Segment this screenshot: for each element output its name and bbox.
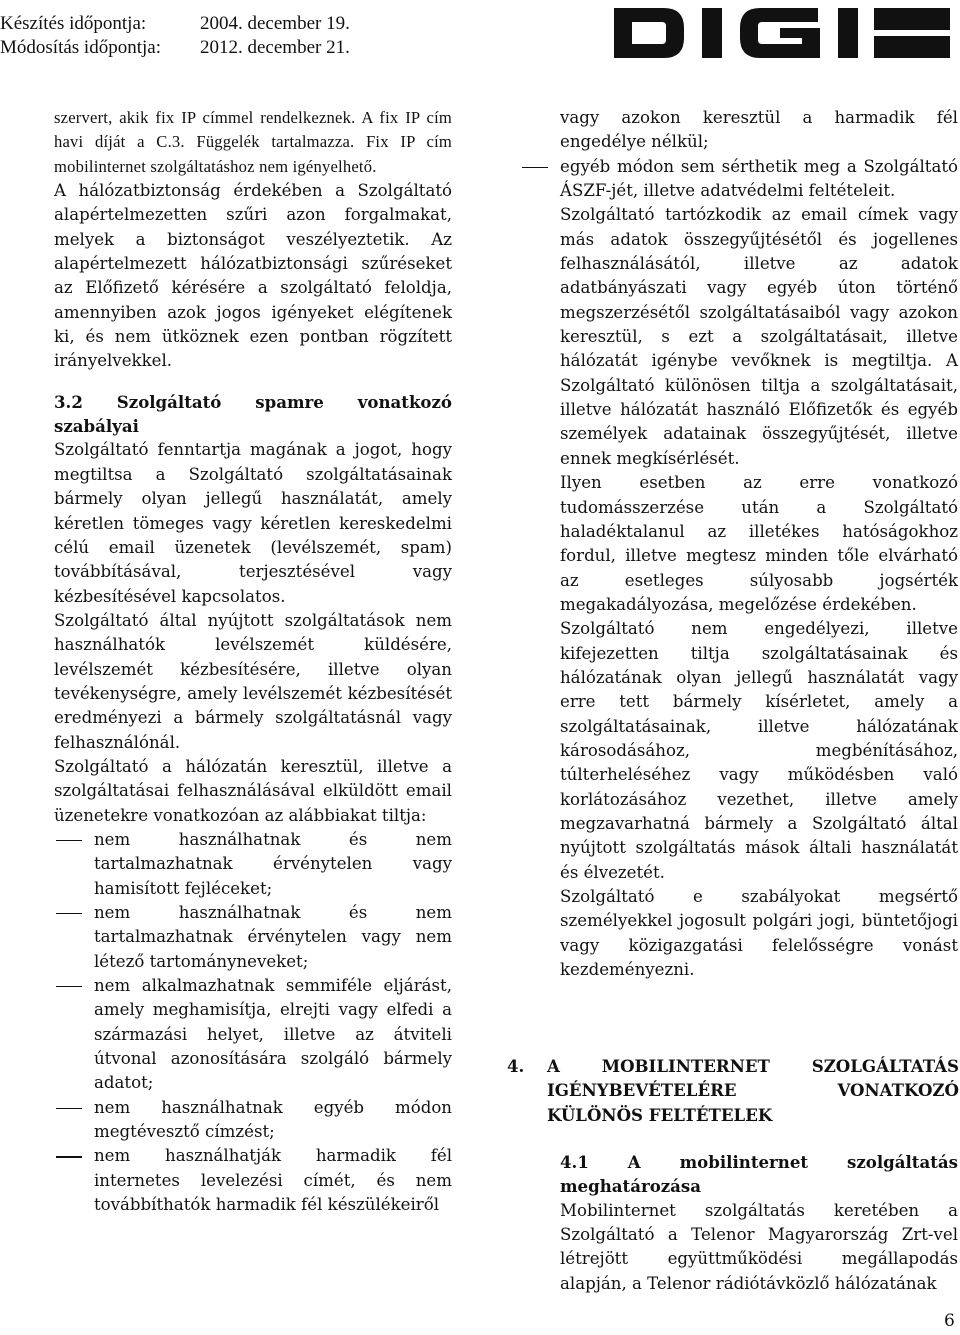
left-paragraph-1: szervert, akik fix IP címmel rendelkeznek. A fix IP cím havi díját a C.3. Függelék tartalmazza. Fix IP cím mobilinternet szolgáltatáshoz nem igényelhető. — [54, 108, 452, 176]
list-item — [54, 974, 452, 1096]
list-item-text: nem használhatnak egyéb módon megtévesztő címzést; — [94, 1097, 452, 1142]
list-item-text: nem használhatják harmadik fél internetes levelezési címét, és nem továbbíthatók harmadik fél készülékeiről — [94, 1146, 452, 1215]
right-paragraph-1: Szolgáltató tartózkodik az email címek vagy más adatok összegyűjtésétől és jogellenes felhasználásától, illetve az adatok adatbányászati vagy egyéb úton történő megszerzésétől szolgáltatásaiból vagy azokon keresztül, s ezt a szolgáltatásait, illetve hálózatát igénybe vevőknek is megtiltja. A Szolgáltató különösen tiltja a szolgáltatásait, illetve hálózatát használó Előfizetők és egyéb személyek adatainak összegyűjtését, illetve ennek megkísérlését. — [560, 205, 958, 468]
list-item — [520, 155, 958, 204]
list-item-text: nem alkalmazhatnak semmiféle eljárást, amely meghamisítja, elrejti vagy elfedi a származási helyet, illetve az átviteli útvonal azonosítására szolgáló bármely adatot; — [94, 976, 452, 1093]
right-column — [560, 106, 958, 982]
section-4-heading — [507, 1054, 959, 1127]
section-3-2-heading: 3.2 Szolgáltató spamre vonatkozó szabályai — [54, 391, 452, 437]
list-item-text: egyéb módon sem sérthetik meg a Szolgáltató ÁSZF-jét, illetve adatvédelmi feltételeit. — [560, 156, 958, 201]
left-paragraph-3: Szolgáltató fenntartja magának a jogot, hogy megtiltsa a Szolgáltató szolgáltatásainak bármely olyan jellegű használatát, amely kéretlen tömeges vagy kéretlen kereskedelmi célú email üzenetek (levélszemét, spam) továbbításával, terjesztésével vagy kézbesítésével kapcsolatos. — [54, 440, 452, 606]
left-paragraph-5: Szolgáltató a hálózatán keresztül, illetve a szolgáltatásai felhasználásával elküldött email üzenetekre vonatkozóan az alábbiakat tiltja: — [54, 756, 452, 825]
modified-row — [0, 36, 350, 60]
svg-text:DIGI: DIGI — [612, 4, 615, 5]
modified-label: Módosítás időpontja: — [0, 37, 161, 58]
list-item — [54, 901, 452, 974]
section-4-title: A MOBILINTERNET SZOLGÁLTATÁS IGÉNYBEVÉTELÉRE VONATKOZÓ KÜLÖNÖS FELTÉTELEK — [547, 1056, 959, 1125]
page-number: 6 — [944, 1311, 955, 1331]
left-paragraph-2: A hálózatbiztonság érdekében a Szolgáltató alapértelmezetten szűri azon forgalmakat, melyek a biztonságot veszélyeztetik. Az alapértelmezett hálózatbiztonsági szűréseket az Előfizető kérésére a szolgáltató feloldja, amennyiben azok jogos igényeket elégítenek ki, és nem ütköznek ezen pontban rögzített irányelvekkel. — [54, 181, 452, 371]
right-continuation: vagy azokon keresztül a harmadik fél engedélye nélkül; — [560, 108, 958, 152]
left-column — [54, 106, 452, 1217]
section-4-1 — [560, 1150, 958, 1296]
prohibited-list — [54, 828, 452, 1218]
section-4-number: 4. — [507, 1056, 525, 1076]
section-4-1-text: Mobilinternet szolgáltatás keretében a Szolgáltató a Telenor Magyarország Zrt-vel létrejött együttműködési megállapodás alapján, a Telenor rádiótávközlő hálózatának — [560, 1200, 958, 1293]
list-item — [54, 1096, 452, 1145]
created-value: 2004. december 19. — [200, 13, 350, 34]
digi-logo-graphic — [612, 4, 950, 60]
created-row — [0, 12, 350, 36]
digi-logo — [612, 4, 950, 60]
modified-value: 2012. december 21. — [200, 37, 350, 58]
right-paragraph-2: Ilyen esetben az erre vonatkozó tudomásszerzése után a Szolgáltató haladéktalanul az illetékes hatóságokhoz fordul, illetve megtesz minden tőle elvárható az esetleges súlyosabb jogsérték megakadályozása, megelőzése érdekében. — [560, 473, 958, 614]
list-item-text: nem használhatnak és nem tartalmazhatnak érvénytelen vagy nem létező tartományneveket; — [94, 903, 452, 971]
created-label: Készítés időpontja: — [0, 13, 147, 34]
page-header — [0, 0, 960, 70]
prohibited-list-continued — [560, 155, 958, 204]
list-item — [54, 828, 452, 901]
left-paragraph-4: Szolgáltató által nyújtott szolgáltatások nem használhatók levélszemét küldésére, levélszemét kézbesítésére, illetve olyan tevékenységre, amely levélszemét kézbesítését eredményezi a bármely szolgáltatásnál vagy felhasználónál. — [54, 610, 452, 752]
list-item — [54, 1144, 452, 1217]
list-item-text: nem használhatnak és nem tartalmazhatnak érvénytelen vagy hamisított fejléceket; — [94, 829, 452, 898]
right-paragraph-3: Szolgáltató nem engedélyezi, illetve kifejezetten tiltja szolgáltatásainak és hálózatának olyan jellegű használatát vagy erre tett bármely kísérletet, amely a szolgáltatásainak, illetve hálózatának károsodásához, megbénításához, túlterheléséhez vagy működésben való korlátozásához vezethet, illetve amely megzavarhatná bármely a Szolgáltató által nyújtott szolgáltatás mások általi használatát és élvezetét. — [560, 619, 958, 882]
section-4-1-heading: 4.1 A mobilinternet szolgáltatás meghatározása — [560, 1152, 958, 1197]
right-paragraph-4: Szolgáltató e szabályokat megsértő személyekkel jogosult polgári jogi, büntetőjogi vagy közigazgatási felelősségre vonást kezdeményezni. — [560, 887, 958, 980]
